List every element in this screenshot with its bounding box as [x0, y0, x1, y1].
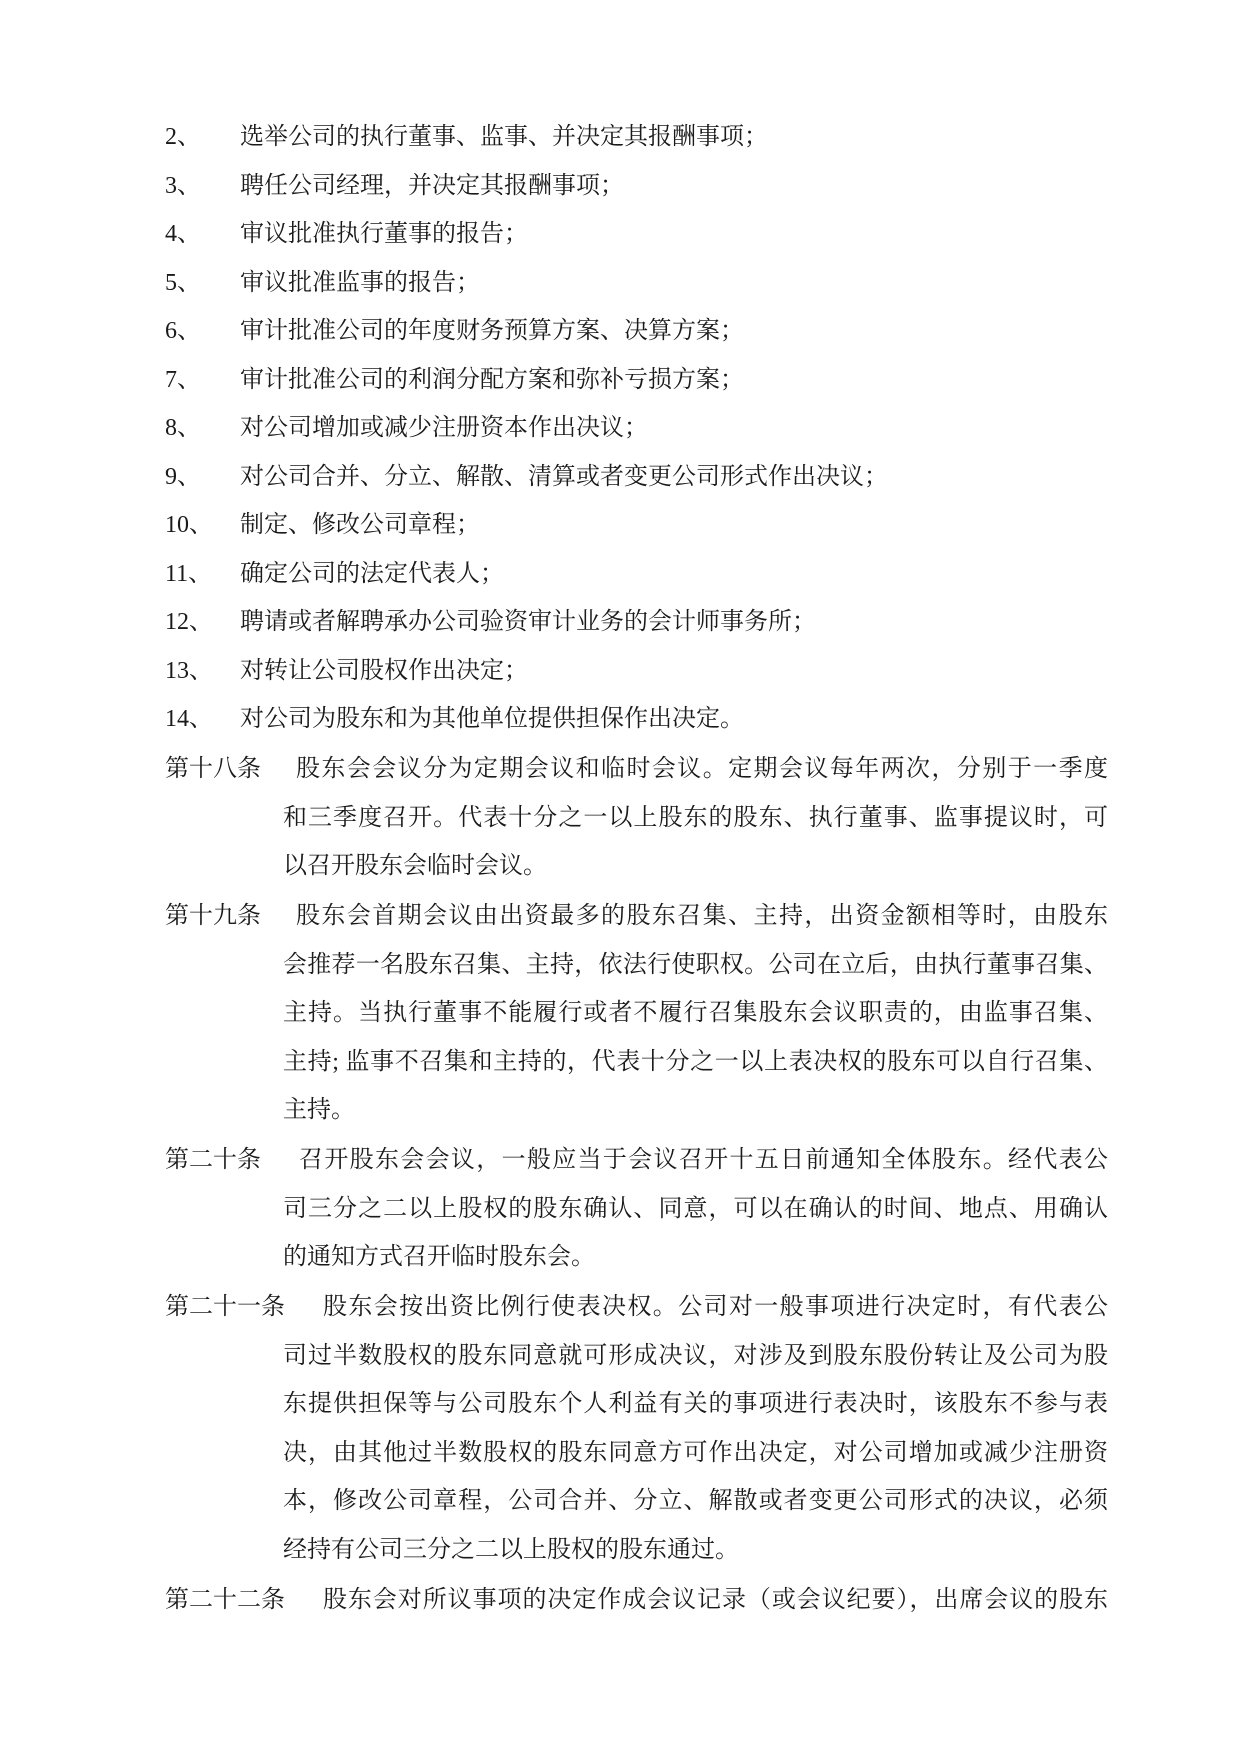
list-item-text: 选举公司的执行董事、监事、并决定其报酬事项；: [240, 124, 768, 150]
list-item: [165, 259, 1108, 308]
article-label: 第二十条: [165, 1147, 261, 1174]
list-item-text: 对公司增加或减少注册资本作出决议；: [240, 415, 648, 441]
article-text-line: 和三季度召开。代表十分之一以上股东的股东、执行董事、监事提议时，可: [283, 804, 1108, 831]
list-item: [165, 453, 1108, 502]
article-label: 第二十一条: [165, 1294, 285, 1321]
list-item-number: 5、: [165, 269, 201, 296]
article-text-line: 主持。当执行董事不能履行或者不履行召集股东会议职责的，由监事召集、: [283, 1000, 1108, 1027]
list-item: [165, 210, 1108, 259]
list-item-number: 3、: [165, 172, 201, 199]
list-item-text: 审议批准执行董事的报告；: [240, 221, 528, 247]
list-item-number: 7、: [165, 366, 201, 393]
article-22: [165, 1576, 1108, 1625]
list-item-number: 8、: [165, 415, 201, 441]
list-item-number: 9、: [165, 463, 201, 490]
list-item-text: 审计批准公司的年度财务预算方案、决算方案；: [240, 318, 744, 344]
article-21: [165, 1283, 1108, 1574]
list-item: [165, 162, 1108, 211]
article-19: [165, 892, 1108, 1135]
article-label: 第十八条: [165, 756, 261, 783]
article-20: [165, 1136, 1108, 1282]
list-item: [165, 647, 1108, 696]
article-text-line: 股东会对所议事项的决定作成会议记录（或会议纪要），出席会议的股东: [323, 1586, 1108, 1613]
article-text-line: 召开股东会会议，一般应当于会议召开十五日前通知全体股东。经代表公: [299, 1147, 1108, 1174]
article-text-line: 本，修改公司章程，公司合并、分立、解散或者变更公司形式的决议，必须: [283, 1488, 1108, 1515]
document-body: [165, 113, 1108, 1624]
list-item-number: 11、: [165, 560, 213, 587]
list-item-number: 2、: [165, 124, 201, 150]
article-text-line: 司三分之二以上股权的股东确认、同意，可以在确认的时间、地点、用确认: [283, 1195, 1108, 1222]
list-item: [165, 356, 1108, 405]
article-text-line: 东提供担保等与公司股东个人利益有关的事项进行表决时，该股东不参与表: [283, 1391, 1108, 1418]
list-item-text: 对公司为股东和为其他单位提供担保作出决定。: [240, 706, 744, 732]
list-item-number: 4、: [165, 221, 201, 247]
article-text-line: 主持。: [283, 1097, 355, 1124]
article-text-line: 的通知方式召开临时股东会。: [283, 1244, 595, 1271]
article-text-line: 会推荐一名股东召集、主持，依法行使职权。公司在立后，由执行董事召集、: [283, 951, 1108, 978]
list-item-number: 6、: [165, 318, 201, 344]
list-item-text: 对公司合并、分立、解散、清算或者变更公司形式作出决议；: [240, 463, 888, 490]
article-text-line: 主持; 监事不召集和主持的，代表十分之一以上表决权的股东可以自行召集、: [283, 1048, 1108, 1075]
list-item: [165, 113, 1108, 162]
list-item-text: 审计批准公司的利润分配方案和弥补亏损方案；: [240, 366, 744, 393]
list-item: [165, 404, 1108, 453]
list-item: [165, 307, 1108, 356]
list-item: [165, 550, 1108, 599]
list-item-text: 审议批准监事的报告；: [240, 269, 480, 296]
list-item: [165, 695, 1108, 744]
list-item-text: 确定公司的法定代表人；: [240, 560, 504, 587]
article-text-line: 股东会会议分为定期会议和临时会议。定期会议每年两次，分别于一季度: [296, 756, 1108, 783]
list-item-text: 聘任公司经理，并决定其报酬事项；: [240, 172, 624, 199]
article-text-line: 以召开股东会临时会议。: [283, 853, 547, 880]
list-item: [165, 598, 1108, 647]
list-item-number: 10、: [165, 512, 213, 538]
list-item-number: 14、: [165, 706, 213, 732]
list-item-text: 聘请或者解聘承办公司验资审计业务的会计师事务所；: [240, 609, 816, 635]
article-18: [165, 745, 1108, 891]
list-item: [165, 501, 1108, 550]
article-text-line: 决，由其他过半数股权的股东同意方可作出决定，对公司增加或减少注册资: [283, 1439, 1108, 1466]
article-text-line: 司过半数股权的股东同意就可形成决议，对涉及到股东股份转让及公司为股: [283, 1342, 1108, 1369]
list-item-number: 12、: [165, 609, 213, 635]
list-item-text: 对转让公司股权作出决定；: [240, 657, 528, 684]
article-label: 第十九条: [165, 903, 261, 930]
list-item-number: 13、: [165, 657, 213, 684]
article-label: 第二十二条: [165, 1586, 285, 1613]
article-text-line: 股东会按出资比例行使表决权。公司对一般事项进行决定时，有代表公: [323, 1294, 1108, 1321]
article-text-line: 股东会首期会议由出资最多的股东召集、主持，出资金额相等时，由股东: [296, 903, 1108, 930]
list-item-text: 制定、修改公司章程；: [240, 512, 480, 538]
article-text-line: 经持有公司三分之二以上股权的股东通过。: [283, 1536, 739, 1563]
